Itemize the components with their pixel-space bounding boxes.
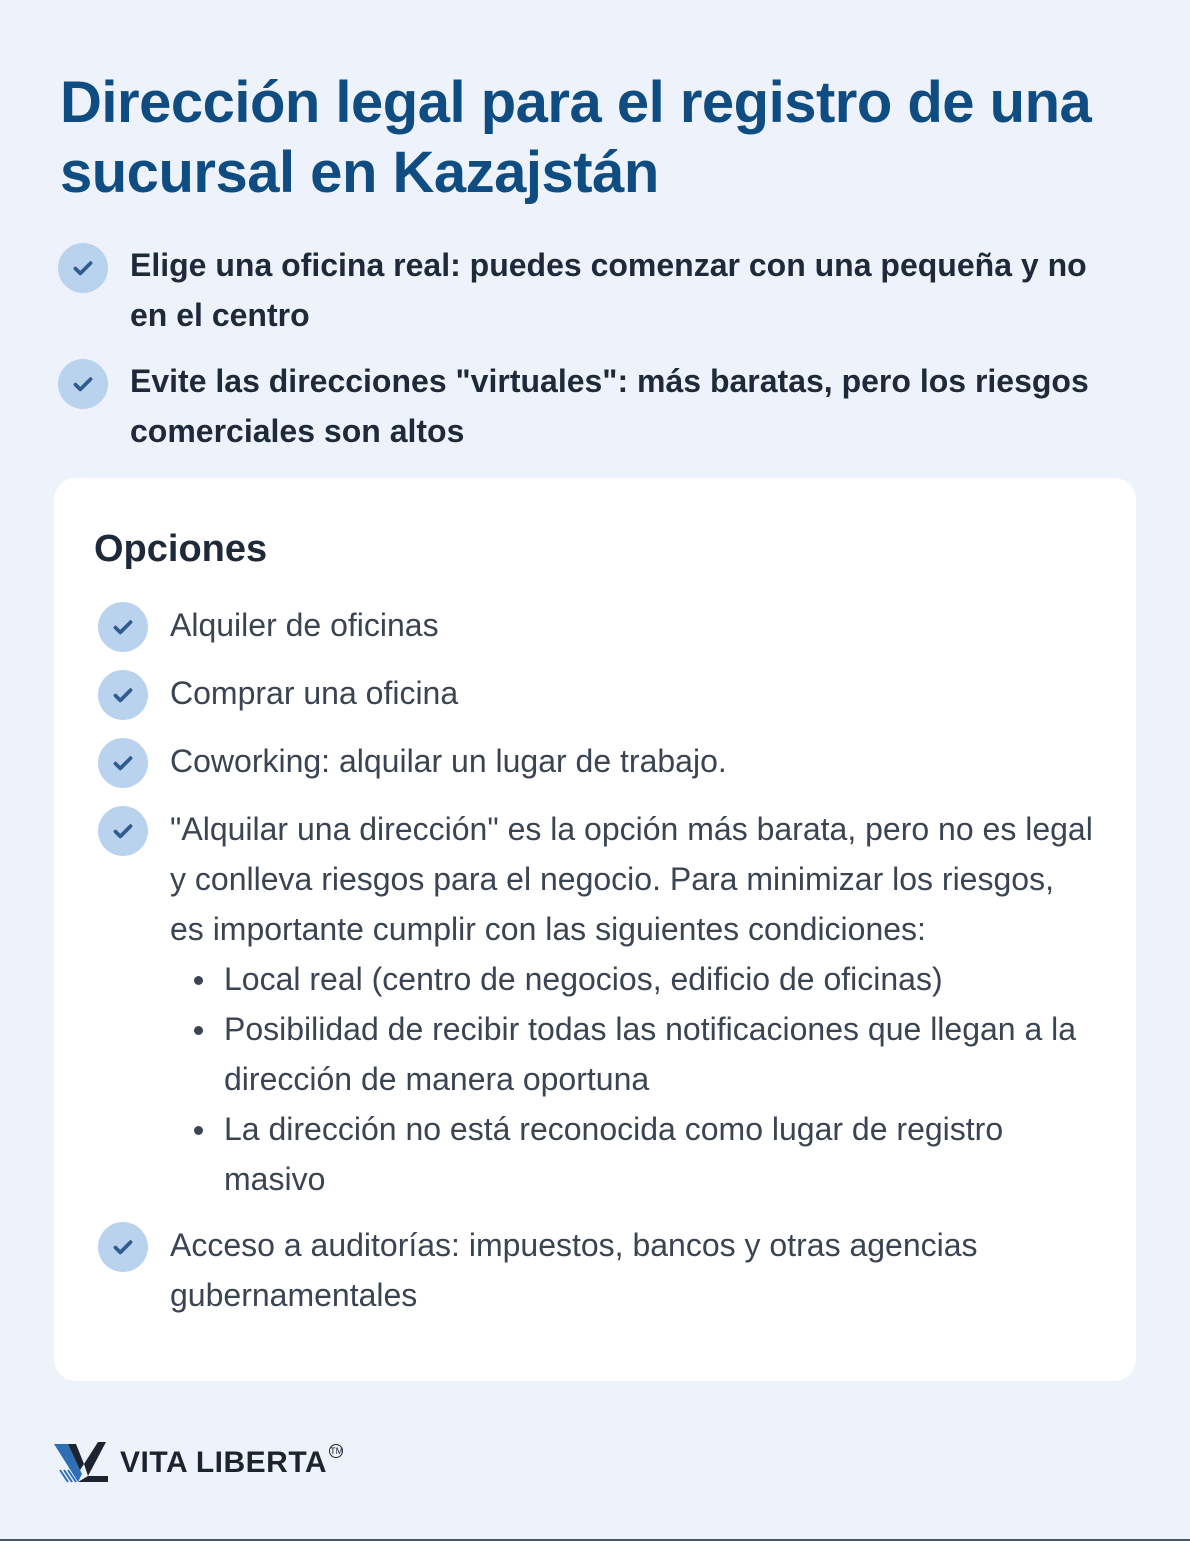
option-text: "Alquilar una dirección" es la opción más barata, pero no es legal y conlleva riesgos para el negocio. Para minimizar los riesgos, es importante cumplir con las siguientes condiciones: — [170, 811, 1093, 947]
option-body — [170, 804, 1096, 1204]
conditions-list — [170, 954, 1096, 1204]
options-card — [54, 478, 1136, 1381]
brand-footer — [54, 1440, 343, 1486]
option-text: Alquiler de oficinas — [170, 607, 439, 643]
check-circle-icon — [98, 738, 148, 788]
option-body — [170, 736, 727, 786]
option-item — [94, 804, 1096, 1204]
condition-item: La dirección no está reconocida como lugar de registro masivo — [224, 1104, 1096, 1204]
option-item — [94, 600, 1096, 652]
tip-item — [58, 356, 1138, 456]
option-item — [94, 668, 1096, 720]
option-text: Coworking: alquilar un lugar de trabajo. — [170, 743, 727, 779]
option-body — [170, 1220, 1096, 1320]
vita-liberta-logo-icon — [54, 1440, 110, 1486]
check-circle-icon — [58, 359, 108, 409]
option-text: Comprar una oficina — [170, 675, 459, 711]
check-circle-icon — [98, 806, 148, 856]
option-item — [94, 1220, 1096, 1320]
tips-list — [58, 240, 1138, 472]
condition-item: Local real (centro de negocios, edificio de oficinas) — [224, 954, 1096, 1004]
option-text: Acceso a auditorías: impuestos, bancos y otras agencias gubernamentales — [170, 1227, 978, 1313]
option-item — [94, 736, 1096, 788]
check-circle-icon — [58, 243, 108, 293]
options-title: Opciones — [94, 528, 268, 570]
option-body — [170, 600, 439, 650]
page-title: Dirección legal para el registro de una sucursal en Kazajstán — [60, 70, 1092, 205]
check-circle-icon — [98, 670, 148, 720]
tip-text: Elige una oficina real: puedes comenzar con una pequeña y no en el centro — [130, 247, 1087, 333]
check-circle-icon — [98, 1222, 148, 1272]
check-circle-icon — [98, 602, 148, 652]
condition-item: Posibilidad de recibir todas las notificaciones que llegan a la dirección de manera oportuna — [224, 1004, 1096, 1104]
option-body — [170, 668, 458, 718]
brand-name: VITA LIBERTA — [120, 1446, 328, 1479]
tip-item — [58, 240, 1138, 340]
trademark-badge: TM — [330, 1446, 344, 1456]
options-list — [94, 600, 1096, 1320]
tip-text: Evite las direcciones "virtuales": más baratas, pero los riesgos comerciales son altos — [130, 363, 1089, 449]
